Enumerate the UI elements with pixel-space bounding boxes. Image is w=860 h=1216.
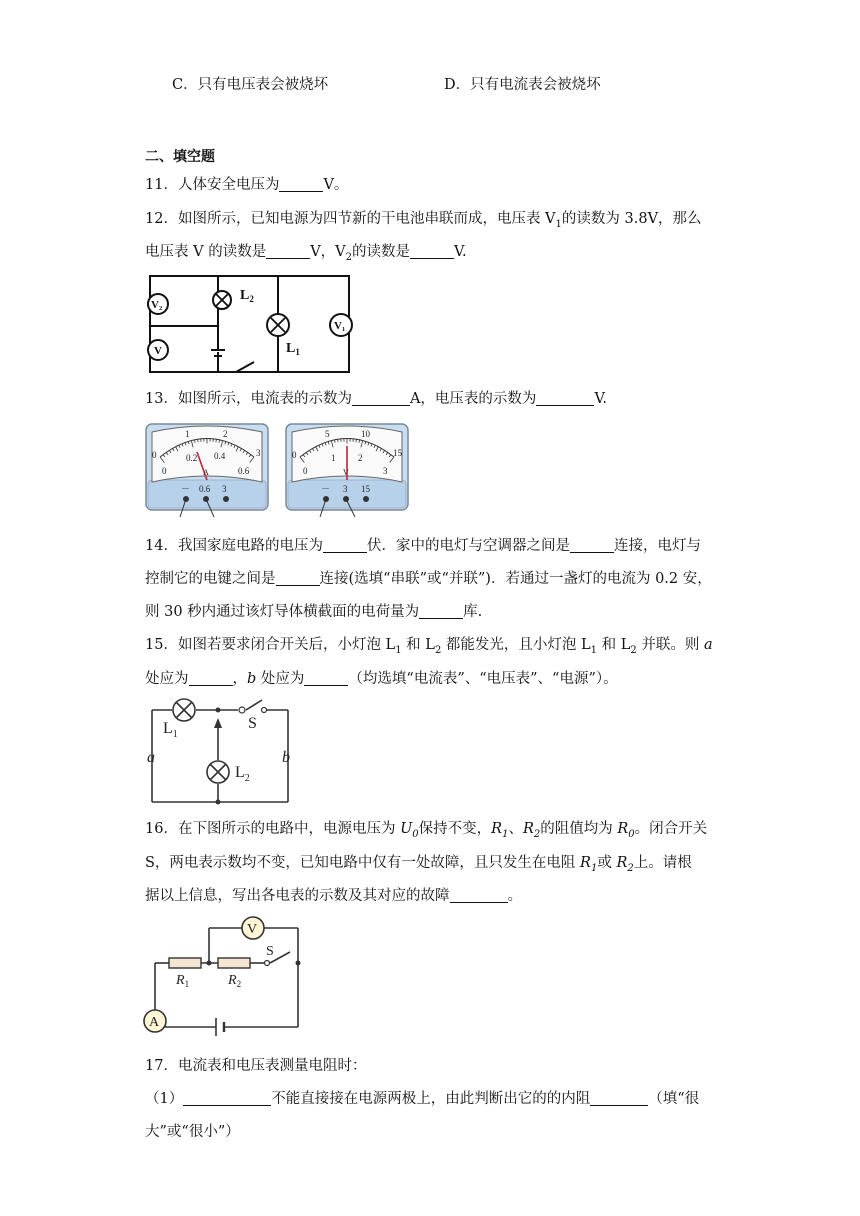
voltmeter-unit: V (343, 468, 349, 477)
q17-title-text: 电流表和电压表测量电阻时： (177, 1058, 367, 1074)
ammeter-top-3: 3 (256, 448, 261, 458)
q15-text-1: 如图若要求闭合开关后，小灯泡 L (177, 637, 396, 653)
q16-r1: R (491, 821, 503, 837)
ammeter-top-1: 1 (185, 429, 190, 439)
q12-fig-l2-sub: 2 (249, 294, 254, 304)
q15-text-8: 处应为 (256, 671, 305, 687)
q16-l2-r2-sub: 2 (627, 862, 634, 874)
question-17-title (145, 1056, 366, 1076)
q17-part1-cont-text: 大”或“很小”） (145, 1124, 240, 1140)
q14-text-5: 连接(选填“串联”或“并联”)．若通过一盏灯的电流为 0.2 安， (319, 571, 712, 587)
q12-fig-l1-sub: 1 (295, 347, 300, 357)
q11-text-2: V。 (323, 177, 349, 193)
question-17-part-1 (145, 1089, 699, 1109)
q16-fig-r1-label (175, 973, 189, 989)
q15-sub-3: 1 (590, 644, 598, 656)
q15-fig-l2-letter: L (235, 764, 245, 781)
ammeter-bottom-0: 0 (162, 466, 167, 476)
q16-text-7: 或 (597, 855, 617, 871)
q15-text-9: （均选填“电流表”、“电压表”、“电源”）。 (348, 671, 618, 687)
q12-sub-2: 2 (345, 251, 353, 263)
q16-r0-sub: 0 (628, 828, 635, 840)
q16-r2: R (522, 821, 534, 837)
q16-fig-r2-label (227, 973, 241, 989)
option-c: C．只有电压表会被烧坏 (172, 77, 329, 93)
q16-text-9: 据以上信息，写出各电表的示数及其对应的故障 (145, 888, 450, 904)
q16-fig-v-label: V (247, 922, 258, 937)
q12-text-6: V. (454, 244, 467, 260)
q15-text-4: 和 L (597, 637, 631, 653)
voltmeter-top-1: 5 (325, 429, 330, 439)
voltmeter-top-3: 15 (393, 448, 402, 458)
q15-sub-4: 2 (630, 644, 637, 656)
ammeter-top-2: 2 (223, 429, 228, 439)
q15-sub-2: 2 (434, 644, 442, 656)
ammeter-zero-label: 0 (152, 450, 157, 460)
voltmeter-term-minus: － (321, 484, 331, 494)
q16-r1-sub: 1 (502, 828, 509, 840)
q14-text-6: 则 30 秒内通过该灯导体横截面的电荷量为 (145, 604, 420, 620)
q16-text-6: S，两电表示数均不变，已知电路中仅有一处故障，且只发生在电阻 (145, 855, 581, 871)
q12-text-4: V，V (310, 244, 346, 260)
voltmeter-bottom-0: 0 (303, 466, 308, 476)
q15-text-5: 并联。则 (636, 637, 704, 653)
q16-fig-r2-sub: 2 (236, 979, 242, 989)
q14-text-4: 控制它的电键之间是 (145, 571, 276, 587)
q11-text-1: 人体安全电压为 (177, 177, 280, 193)
ammeter-unit: A (203, 468, 209, 477)
q16-text-8: 上。请根 (633, 855, 692, 871)
q13-text-2: A，电压表的示数为 (409, 391, 537, 407)
q11-number: 11． (145, 177, 178, 193)
voltmeter-bottom-2: 2 (358, 453, 363, 463)
q16-u0: U (400, 821, 413, 837)
q17-part1-label: （1） (145, 1091, 184, 1107)
q15-fig-l2-sub: 2 (244, 773, 250, 784)
q12-text-1: 如图所示，已知电源为四节新的干电池串联而成，电压表 V (177, 211, 556, 227)
q17-part1-text: 不能直接接在电源两极上，由此判断出它的的内阻 (271, 1091, 591, 1107)
q12-text-5: 的读数是 (352, 244, 411, 260)
voltmeter-top-2: 10 (361, 429, 370, 439)
ammeter-bottom-2: 0.4 (214, 451, 226, 461)
q15-fig-a-label: a (147, 749, 155, 766)
q16-fig-a-label: A (149, 1015, 160, 1030)
q16-l2-r2: R (616, 855, 628, 871)
q14-text-3: 连接，电灯与 (613, 538, 701, 554)
q17-blank-2 (590, 1090, 648, 1106)
q12-sub-1: 1 (555, 218, 562, 230)
ammeter-term-06: 0.6 (199, 484, 211, 494)
q13-text-3: V. (594, 391, 607, 407)
q12-fig-v1-label: V₁ (334, 320, 346, 332)
q13-number: 13． (145, 391, 178, 407)
q16-text-10: 。 (507, 888, 522, 904)
q16-r0: R (617, 821, 629, 837)
voltmeter-bottom-3: 3 (383, 466, 388, 476)
ammeter-term-minus: － (181, 484, 191, 494)
voltmeter-bottom-1: 1 (331, 453, 336, 463)
q16-text-5: 。闭合开关 (634, 821, 708, 837)
q17-blank-1 (183, 1090, 271, 1106)
q15-text-6: 处应为 (145, 671, 189, 687)
q15-text-7: ， (232, 671, 247, 687)
section-title: 二、填空题 (145, 149, 215, 165)
q14-text-1: 我国家庭电路的电压为 (177, 538, 323, 554)
q15-fig-b-label: b (282, 749, 290, 766)
q17-part1-end: （填“很 (648, 1091, 700, 1107)
ammeter-bottom-1: 0.2 (186, 453, 198, 463)
q15-fig-l1-sub: 1 (172, 729, 178, 740)
q12-number: 12． (145, 211, 178, 227)
q12-text-2: 的读数为 3.8V，那么 (561, 211, 702, 227)
q16-text-2: 保持不变， (418, 821, 492, 837)
option-d: D．只有电流表会被烧坏 (444, 77, 601, 93)
q15-number: 15． (145, 637, 178, 653)
q16-fig-r1-letter: R (176, 973, 185, 988)
q15-sub-1: 1 (395, 644, 402, 656)
q14-number: 14． (145, 538, 178, 554)
q12-text-3: 电压表 V 的读数是 (145, 244, 267, 260)
q16-text-4: 的阻值均为 (540, 821, 618, 837)
q17-number: 17． (145, 1058, 178, 1074)
q16-number: 16． (145, 821, 178, 837)
q12-fig-v-label: V (154, 345, 162, 357)
q16-l2-r1: R (580, 855, 591, 871)
q12-fig-l2-letter: L (240, 288, 250, 303)
q16-fig-r2-letter: R (228, 973, 237, 988)
q16-u0-sub: 0 (412, 828, 419, 840)
voltmeter-zero-label: 0 (292, 450, 297, 460)
q15-text-3: 都能发光，且小灯泡 L (441, 637, 591, 653)
q16-r2-sub: 2 (533, 828, 541, 840)
q16-text-3: 、 (508, 821, 523, 837)
q15-var-a: a (704, 637, 713, 653)
q14-text-2: 伏．家中的电灯与空调器之间是 (366, 538, 570, 554)
q15-var-b: b (247, 671, 257, 687)
q12-fig-l1-letter: L (286, 341, 296, 356)
q16-fig-s-label: S (266, 944, 274, 959)
q15-fig-s-label: S (248, 715, 257, 732)
q16-l2-r1-sub: 1 (590, 862, 598, 874)
q15-fig-l1-letter: L (163, 720, 173, 737)
ammeter-term-3: 3 (222, 484, 227, 494)
q15-text-2: 和 L (401, 637, 435, 653)
ammeter-bottom-3: 0.6 (238, 466, 250, 476)
q12-fig-v2-label: V₂ (151, 299, 163, 311)
q16-fig-r1-sub: 1 (184, 979, 190, 989)
voltmeter-term-3: 3 (343, 484, 348, 494)
q14-text-7: 库. (463, 604, 483, 620)
q13-text-1: 如图所示，电流表的示数为 (177, 391, 352, 407)
q16-text-1: 在下图所示的电路中，电源电压为 (177, 821, 401, 837)
voltmeter-term-15: 15 (361, 484, 370, 494)
question-17-part-1-cont (145, 1122, 240, 1142)
